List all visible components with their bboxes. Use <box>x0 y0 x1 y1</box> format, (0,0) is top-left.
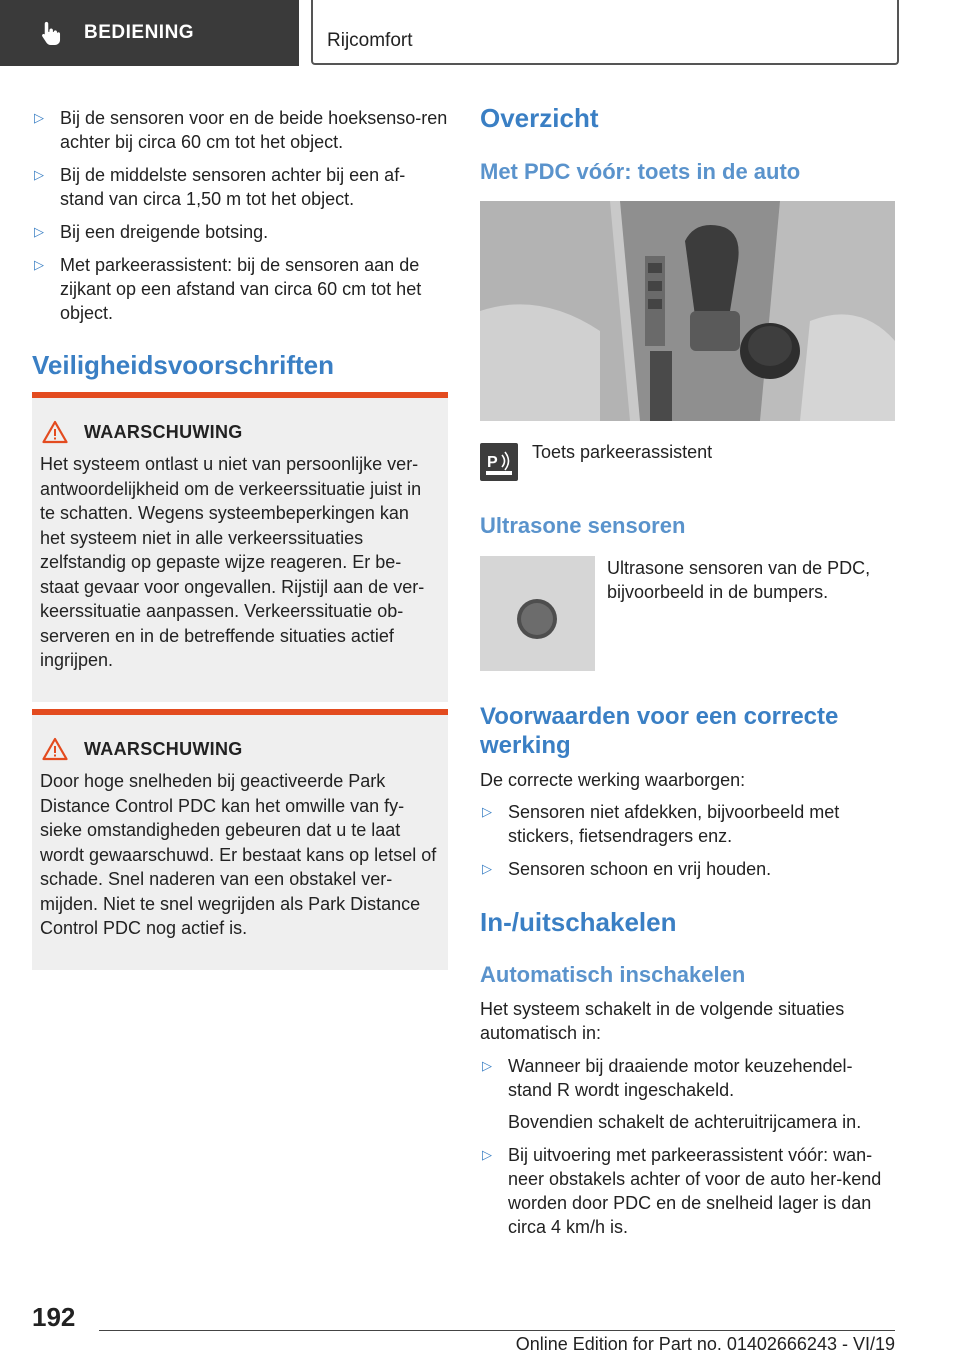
conditions-heading: Voorwaarden voor een correcte werking <box>480 703 839 759</box>
safety-heading-wrap <box>32 350 448 381</box>
list-item: ▷ Bij een dreigende botsing. <box>34 222 269 242</box>
ultrasonic-heading-wrap <box>480 513 895 539</box>
ultrasonic-heading: Ultrasone sensoren <box>480 513 686 538</box>
conditions-intro-wrap <box>480 768 895 792</box>
auto-intro: Het systeem schakelt in de volgende situaties automatisch in: <box>480 999 845 1043</box>
warning-header <box>42 737 448 761</box>
bullet-triangle-icon: ▷ <box>34 110 44 125</box>
console-illustration <box>480 201 895 421</box>
auto-list-wrap <box>480 1054 895 1248</box>
hand-pointer-icon <box>36 19 64 47</box>
section-label: BEDIENING <box>84 22 195 43</box>
overview-wrap <box>480 103 895 134</box>
warning-text: Door hoge snelheden bij geactiveerde Park Distance Control PDC kan het omwille van fy‐sieke omstandigheden gebeuren dat u te laat wordt gewaarschuwd. Er bestaat kans op letsel of schade. Snel naderen van een obstakel ver‐mijden. Niet te snel wegrijden als Park Distance Control PDC nog actief is. <box>40 771 437 938</box>
list-item: ▷ Bij de middelste sensoren achter bij een af‐stand van circa 1,50 m tot het object. <box>34 165 406 209</box>
ultrasonic-text-wrap <box>607 556 895 604</box>
bullet-triangle-icon: ▷ <box>482 861 492 876</box>
button-caption: Toets parkeerassistent <box>532 442 713 462</box>
conditions-intro: De correcte werking waarborgen: <box>480 770 746 790</box>
warning-title: WAARSCHUWING <box>84 738 243 759</box>
warning-header <box>42 420 448 444</box>
ultrasonic-text: Ultrasone sensoren van de PDC, bijvoorbeeld in de bumpers. <box>607 558 871 602</box>
page-number: 192 <box>32 1302 76 1332</box>
pdc-button-icon <box>480 443 518 481</box>
bullet-triangle-icon: ▷ <box>34 257 44 272</box>
bullet-triangle-icon: ▷ <box>482 1058 492 1073</box>
warning-text: Het systeem ontlast u niet van persoonlijke ver‐antwoordelijkheid om de verkeerssituatie juist in te schatten. Wegens systeembeperkingen kan het systeem niet in alle verkeerssituaties zelfstandig op gepaste wijze reageren. Er be‐staat gevaar voor ongevallen. Rijstijl aan de ver‐keerssituatie aanpassen. Verkeerssituatie ob‐serveren en in de betreffende situaties actief ingrijpen. <box>40 454 425 670</box>
warning-triangle-icon <box>42 420 68 444</box>
bullet-triangle-icon: ▷ <box>482 804 492 819</box>
pdc-front-wrap <box>480 159 895 185</box>
chapter-header <box>311 0 899 65</box>
list-item-subtext: Bovendien schakelt de achteruitrijcamera in. <box>508 1112 862 1132</box>
onoff-heading: In-/uitschakelen <box>480 907 677 937</box>
warning-box-1 <box>32 392 448 702</box>
detection-bullet-list <box>32 106 448 325</box>
auto-intro-wrap <box>480 997 895 1045</box>
auto-heading-wrap <box>480 962 895 988</box>
safety-heading: Veiligheidsvoorschriften <box>32 350 334 380</box>
list-item: ▷ Bij de sensoren voor en de beide hoeksenso‐ren achter bij circa 60 cm tot het object. <box>34 108 448 152</box>
bullet-triangle-icon: ▷ <box>34 224 44 239</box>
bullet-triangle-icon: ▷ <box>482 1147 492 1162</box>
conditions-list-wrap <box>480 800 895 890</box>
warning-box-2 <box>32 709 448 970</box>
sensor-image <box>480 556 595 671</box>
footer-divider <box>99 1330 895 1331</box>
auto-bullet-list <box>480 1054 895 1239</box>
chapter-title: Rijcomfort <box>327 30 413 51</box>
overview-heading: Overzicht <box>480 103 599 133</box>
list-item: ▷ Bij uitvoering met parkeerassistent vóór: wan‐neer obstakels achter of voor de auto her‐kend worden door PDC en de snelheid lager is dan circa 4 km/h is. <box>482 1145 882 1237</box>
bullet-triangle-icon: ▷ <box>34 167 44 182</box>
pdc-front-heading: Met PDC vóór: toets in de auto <box>480 159 801 184</box>
auto-heading: Automatisch inschakelen <box>480 962 746 987</box>
button-caption-wrap <box>532 440 892 464</box>
list-item: ▷ Sensoren schoon en vrij houden. <box>482 859 772 879</box>
list-item: ▷ Wanneer bij draaiende motor keuzehendel‐stand R wordt ingeschakeld. Bovendien schakelt de achteruitrijcamera in. <box>480 1054 895 1134</box>
edition-text: Online Edition for Part no. 01402666243 - VI/19 <box>515 1334 895 1354</box>
section-tab <box>0 0 299 66</box>
center-console-photo <box>480 201 895 421</box>
left-bullet-list-container <box>32 106 448 334</box>
warning-title: WAARSCHUWING <box>84 421 243 442</box>
list-item: ▷ Met parkeerassistent: bij de sensoren aan de zijkant op een afstand van circa 60 cm tot het object. <box>34 255 422 323</box>
onoff-heading-wrap <box>480 907 895 938</box>
svg-text:P: P <box>487 454 498 471</box>
conditions-heading-wrap <box>480 702 895 760</box>
warning-triangle-icon <box>42 737 68 761</box>
conditions-bullet-list <box>480 800 895 881</box>
list-item: ▷ Sensoren niet afdekken, bijvoorbeeld met stickers, fietsendragers enz. <box>482 802 840 846</box>
